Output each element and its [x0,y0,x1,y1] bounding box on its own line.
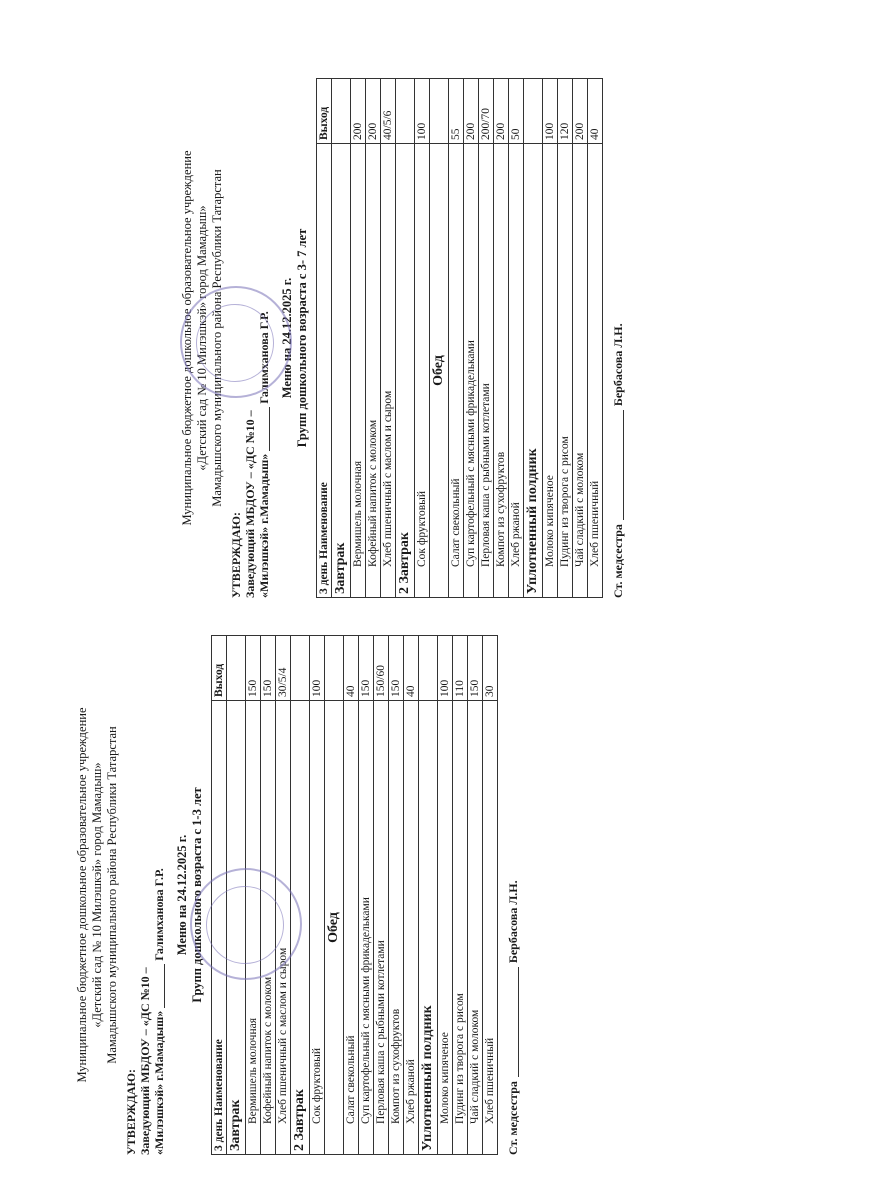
menu-date: Меню на 24.12.2025 г. [280,277,294,399]
approve-label: УТВЕРЖДАЮ: [229,511,243,598]
menu-item-row [558,79,573,598]
portion-output [332,79,351,144]
meal-name: Завтрак [332,144,351,598]
dish-name: Сок фруктовый [310,701,325,1155]
portion-output: 55 [449,79,464,144]
dish-name: Хлеб пшеничный с маслом и сыром [381,144,396,598]
signature-line [164,964,165,1008]
menu-item-row [415,79,430,598]
dish-name: Хлеб пшеничный [588,144,603,598]
portion-output: 200 [464,79,479,144]
dish-name: Кофейный напиток с молоком [261,701,276,1155]
menu-item-row [464,79,479,598]
nurse-label: Ст. медсестра [611,524,625,598]
dish-name: Салат свекольный [449,144,464,598]
menu-item-row [449,79,464,598]
stamp-seal [180,286,292,398]
meal-section-row [419,636,438,1155]
nurse-signature [611,78,626,598]
portion-output [291,636,310,701]
portion-output: 150 [359,636,374,701]
org-line-1: Муниципальное бюджетное дошкольное образовательное учреждение [75,707,89,1083]
portion-output: 200/70 [479,79,494,144]
portion-output: 40 [588,79,603,144]
menu-item-row [438,636,453,1155]
dish-name: Вермишель молочная [246,701,261,1155]
org-line-2: «Детский сад № 10 Милэшкэй» город Мамадыш» [90,762,104,1028]
portion-output [227,636,246,701]
portion-output: 200 [351,79,366,144]
dish-name: Вермишель молочная [351,144,366,598]
approve-name: Галимханова Г.Р. [257,311,271,404]
portion-output: 120 [558,79,573,144]
dish-name: Чай сладкий с молоком [468,701,483,1155]
portion-output: 150/60 [374,636,389,701]
menu-item-row [366,79,381,598]
meal-name: Обед [325,701,344,1155]
menu-sheet-3-7 [180,78,625,598]
menu-item-row [404,636,419,1155]
portion-output: 30 [483,636,498,701]
dish-name: Компот из сухофруктов [494,144,509,598]
portion-output: 200 [366,79,381,144]
portion-output: 110 [453,636,468,701]
dish-name: Хлеб пшеничный [483,701,498,1155]
menu-item-row [453,636,468,1155]
dish-name: Салат свекольный [344,701,359,1155]
menu-item-row [483,636,498,1155]
column-header-output: Выход [317,79,332,144]
dish-name: Пудинг из творога с рисом [558,144,573,598]
approve-label: УТВЕРЖДАЮ: [124,1068,138,1155]
menu-item-row [381,79,396,598]
menu-item-row [468,636,483,1155]
portion-output: 200 [573,79,588,144]
portion-output: 150 [468,636,483,701]
portion-output: 150 [389,636,404,701]
portion-output: 150 [246,636,261,701]
menu-item-row [344,636,359,1155]
dish-name: Хлеб ржаной [509,144,524,598]
dish-name: Суп картофельный с мясными фрикадельками [464,144,479,598]
approve-name: Галимханова Г.Р. [152,868,166,961]
nurse-label: Ст. медсестра [506,1081,520,1155]
approve-head: Заведующий МБДОУ – «ДС №10 – [243,410,257,598]
menu-table [316,78,603,598]
dish-name: Перловая каша с рыбными котлетами [374,701,389,1155]
portion-output [430,79,449,144]
dish-name: Перловая каша с рыбными котлетами [479,144,494,598]
portion-output [396,79,415,144]
dish-name: Молоко кипяченое [438,701,453,1155]
menu-item-row [509,79,524,598]
portion-output [419,636,438,701]
column-header-name: 3 день Наименование [317,144,332,598]
meal-section-row [430,79,449,598]
approval-block [124,635,166,1155]
column-header-name: 3 день Наименование [212,701,227,1155]
table-header-row [317,79,332,598]
organization-header [75,635,120,1155]
portion-output: 50 [509,79,524,144]
menu-item-row [359,636,374,1155]
portion-output: 40 [404,636,419,701]
approve-city: «Милэшкэй» г.Мамадыш» [152,1010,166,1155]
nurse-name: Бербасова Л.Н. [611,323,625,407]
meal-section-row [396,79,415,598]
portion-output: 150 [261,636,276,701]
portion-output: 100 [310,636,325,701]
menu-date: Меню на 24.12.2025 г. [175,834,189,956]
nurse-signature [506,635,521,1155]
dish-name: Компот из сухофруктов [389,701,404,1155]
portion-output: 100 [543,79,558,144]
org-line-3: Мамадышского муниципального района Республики Татарстан [210,169,224,507]
column-header-output: Выход [212,636,227,701]
meal-section-row [325,636,344,1155]
group-title: Групп дошкольного возраста с 1-3 лет [190,787,204,1003]
dish-name: Пудинг из творога с рисом [453,701,468,1155]
menu-item-row [374,636,389,1155]
group-title: Групп дошкольного возраста с 3- 7 лет [295,228,309,448]
menu-item-row [310,636,325,1155]
portion-output: 40 [344,636,359,701]
dish-name: Суп картофельный с мясными фрикадельками [359,701,374,1155]
portion-output: 200 [494,79,509,144]
meal-section-row [524,79,543,598]
menu-item-row [479,79,494,598]
portion-output: 30/5/4 [276,636,291,701]
meal-name: 2 Завтрак [291,701,310,1155]
approve-city: «Милэшкэй» г.Мамадыш» [257,453,271,598]
portion-output: 100 [415,79,430,144]
menu-item-row [573,79,588,598]
dish-name: Чай сладкий с молоком [573,144,588,598]
meal-name: Обед [430,144,449,598]
portion-output: 100 [438,636,453,701]
approve-head: Заведующий МБДОУ – «ДС №10 – [138,967,152,1155]
portion-output: 40/5/6 [381,79,396,144]
meal-name: Завтрак [227,701,246,1155]
dish-name: Молоко кипяченое [543,144,558,598]
org-line-1: Муниципальное бюджетное дошкольное образовательное учреждение [180,150,194,526]
portion-output [325,636,344,701]
menu-item-row [494,79,509,598]
stamp-seal [190,868,302,980]
dish-name: Кофейный напиток с молоком [366,144,381,598]
dish-name: Хлеб пшеничный с маслом и сыром [276,701,291,1155]
dish-name: Хлеб ржаной [404,701,419,1155]
menu-item-row [389,636,404,1155]
menu-sheet-1-3 [75,635,520,1155]
dish-name: Сок фруктовый [415,144,430,598]
signature-line [269,407,270,451]
menu-item-row [543,79,558,598]
signature-line [518,967,519,1077]
meal-name: Уплотненный полдник [419,701,438,1155]
meal-section-row [332,79,351,598]
meal-name: 2 Завтрак [396,144,415,598]
nurse-name: Бербасова Л.Н. [506,880,520,964]
org-line-3: Мамадышского муниципального района Республики Татарстан [105,726,119,1064]
org-line-2: «Детский сад № 10 Милэшкэй» город Мамадыш» [195,205,209,471]
meal-name: Уплотненный полдник [524,144,543,598]
menu-item-row [588,79,603,598]
portion-output [524,79,543,144]
menu-item-row [351,79,366,598]
signature-line [623,410,624,520]
